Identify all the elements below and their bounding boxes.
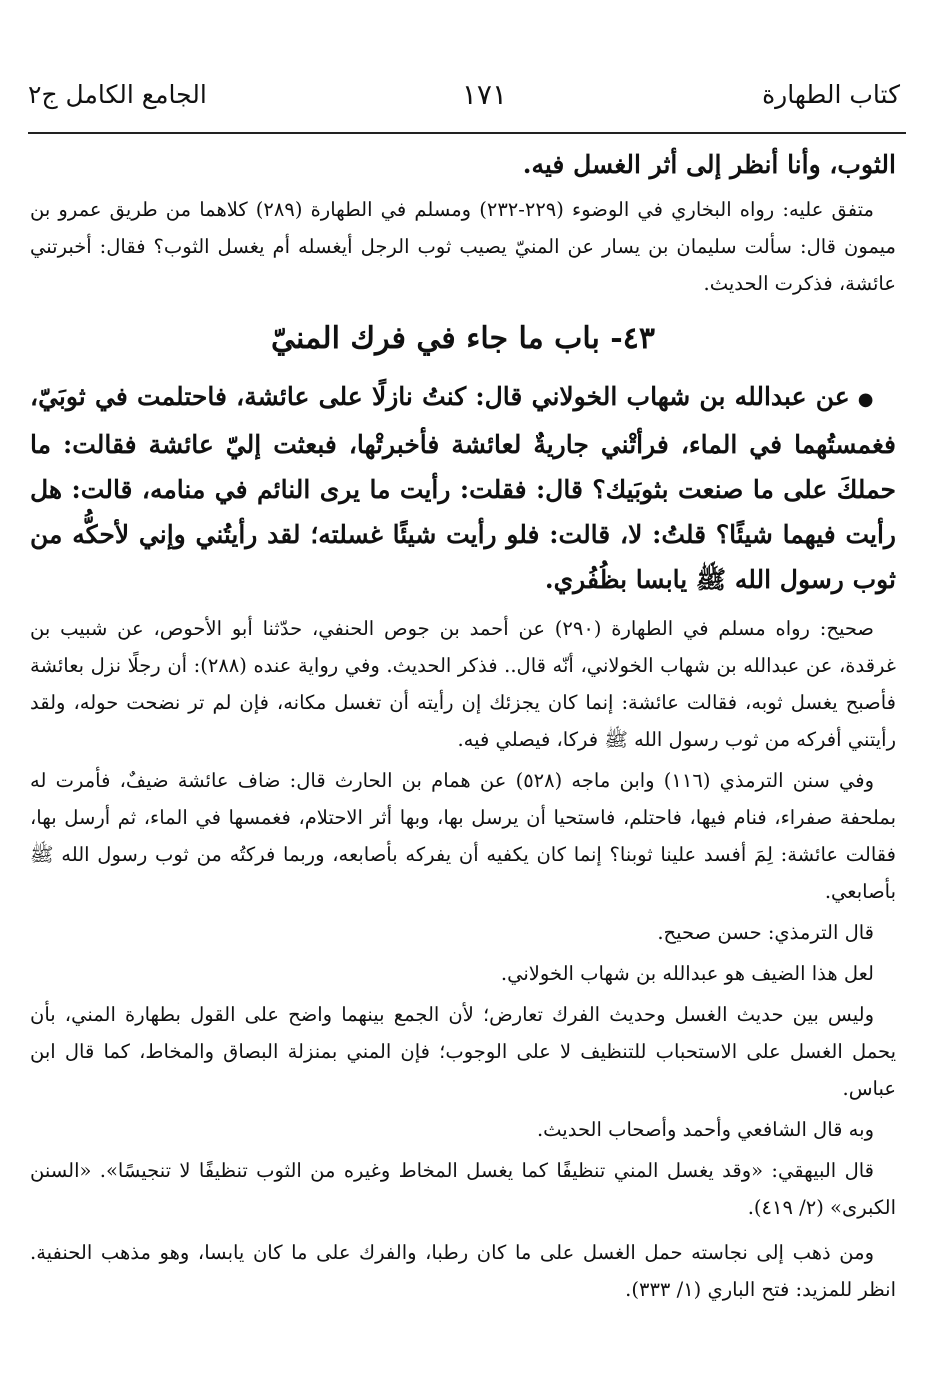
page-body: [30, 142, 896, 1308]
scholars-opinion: وبه قال الشافعي وأحمد وأصحاب الحديث.: [536, 1118, 874, 1141]
hanafi-opinion: ومن ذهب إلى نجاسته حمل الغسل على ما كان رطبا، والفرك على ما كان يابسا، وهو مذهب الحنفية. انظر للمزيد: فتح الباري (١/ ٣٣٣).: [30, 1241, 896, 1301]
running-header: [28, 78, 900, 123]
guest-identification: لعل هذا الضيف هو عبدالله بن شهاب الخولاني.: [500, 962, 874, 985]
header-rule: [28, 132, 906, 134]
tirmidhi-narration: وفي سنن الترمذي (١١٦) وابن ماجه (٥٢٨) عن همام بن الحارث قال: ضاف عائشة ضيفٌ، فأمرت له بملحفة صفراء، فنام فيها، فاحتلم، فاستحيا أن يرسل بها، وبها أثر الاحتلام، فغمسها في الماء، ثم أرسل بها، فقالت عائشة: لِمَ أفسد علينا ثوبنا؟ إنما كان يكفيه أن يفركه بأصابعه، وربما فركتُه من ثوب رسول الله ﷺ بأصابعي.: [30, 769, 896, 903]
bullet-icon: ●: [857, 389, 874, 410]
chapter-heading: ٤٣- باب ما جاء في فرك المنيّ: [271, 321, 655, 356]
bayhaqi-quote: قال البيهقي: «وقد يغسل المني تنظيفًا كما يغسل المخاط وغيره من الثوب تنظيفًا لا تنجيسًا». «السنن الكبرى» (٢/ ٤١٩).: [30, 1159, 896, 1219]
takhrij-note: متفق عليه: رواه البخاري في الوضوء (٢٢٩-٢٣٢) ومسلم في الطهارة (٢٨٩) كلاهما من طريق عمرو بن ميمون قال: سألت سليمان بن يسار عن المنيّ يصيب ثوب الرجل أيغسله أم يغسل الثوب؟ فقال: أخبرتني عائشة، فذكرت الحديث.: [30, 198, 896, 295]
book-title: كتاب الطهارة: [762, 80, 900, 109]
page-number: ١٧١: [461, 78, 507, 111]
tirmidhi-grading: قال الترمذي: حسن صحيح.: [657, 921, 874, 944]
grading-note: صحيح: رواه مسلم في الطهارة (٢٩٠) عن أحمد بن جوص الحنفي، حدّثنا أبو الأحوص، عن شبيب بن غرقدة، عن عبدالله بن شهاب الخولاني، أنّه قال.. فذكر الحديث. وفي رواية عنده (٢٨٨): أن رجلًا نزل بعائشة فأصبح يغسل ثوبه، فقالت عائشة: إنما كان يجزئك إن رأيته أن تغسل مكانه، فإن لم تر نضحت حوله، ولقد رأيتني أفركه من ثوب رسول الله ﷺ فركا، فيصلي فيه.: [30, 617, 896, 751]
hadith-continuation: الثوب، وأنا أنظر إلى أثر الغسل فيه.: [522, 150, 896, 179]
reconciliation-note: وليس بين حديث الغسل وحديث الفرك تعارض؛ لأن الجمع بينهما واضح على القول بطهارة المني، بأن يحمل الغسل على الاستحباب للتنظيف لا على الوجوب؛ فإن المني بمنزلة البصاق والمخاط، كما قال ابن عباس.: [30, 1003, 896, 1100]
hadith-body: عن عبدالله بن شهاب الخولاني قال: كنتُ نازلًا على عائشة، فاحتلمت في ثوبَيّ، فغمستُهما في الماء، فرأتْني جاريةٌ لعائشة فأخبرتْها، فبعثت إليّ عائشة فقالت: ما حملكَ على ما صنعت بثوبَيك؟ قال: فقلت: رأيت ما يرى النائم في منامه، قالت: هل رأيت فيهما شيئًا؟ قلتُ: لا، قالت: فلو رأيت شيئًا غسلته؛ لقد رأيتُني وإني لأحكُّه من ثوب رسول الله ﷺ يابسا بظُفُري.: [30, 382, 896, 594]
series-title: الجامع الكامل ج٢: [28, 80, 207, 109]
hadith-text: [30, 374, 896, 602]
